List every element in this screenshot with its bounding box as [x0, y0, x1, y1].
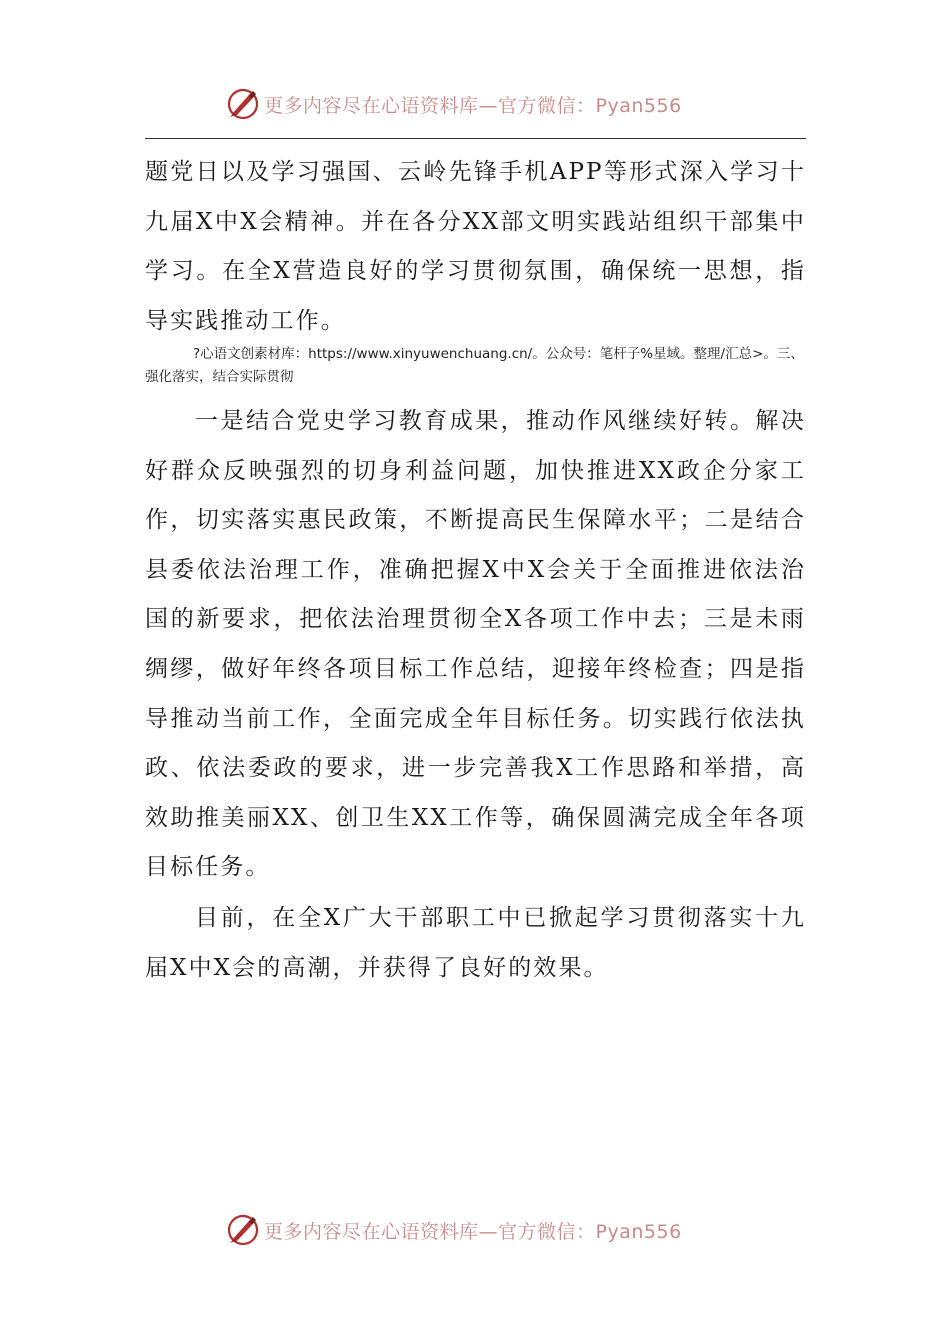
footer-banner	[226, 1208, 682, 1252]
body-paragraph-3: 目前，在全X广大干部职工中已掀起学习贯彻落实十九届X中X会的高潮，并获得了良好的效果。	[145, 905, 806, 981]
header-banner	[226, 82, 682, 126]
source-note: ?心语文创素材库：https://www.xinyuwenchuang.cn/。公众号：笔杆子%星域。整理/汇总>。三、强化落实，结合实际贯彻	[145, 346, 804, 385]
body-paragraph-2: 一是结合党史学习教育成果，推动作风继续好转。解决好群众反映强烈的切身利益问题，加快推进XX政企分家工作，切实落实惠民政策，不断提高民生保障水平；二是结合县委依法治理工作，准确把握X中X会关于全面推进依法治国的新要求，把依法治理贯彻全X各项工作中去；三是未雨绸缪，做好年终各项目标工作总结，迎接年终检查；四是指导推动当前工作，全面完成全年目标任务。切实践行依法执政、依法委政的要求，进一步完善我X工作思路和举措，高效助推美丽XX、创卫生XX工作等，确保圆满完成全年各项目标任务。	[145, 408, 806, 881]
header-divider	[145, 138, 806, 139]
footer-banner-text: 更多内容尽在心语资料库—官方微信：Pyan556	[264, 1220, 682, 1243]
header-banner-text: 更多内容尽在心语资料库—官方微信：Pyan556	[264, 94, 682, 117]
pen-logo-icon	[226, 87, 260, 121]
pen-logo-icon	[226, 1213, 260, 1247]
body-paragraph-1: 题党日以及学习强国、云岭先锋手机APP等形式深入学习十九届X中X会精神。并在各分XX部文明实践站组织干部集中学习。在全X营造良好的学习贯彻氛围，确保统一思想，指导实践推动工作。	[145, 159, 806, 334]
